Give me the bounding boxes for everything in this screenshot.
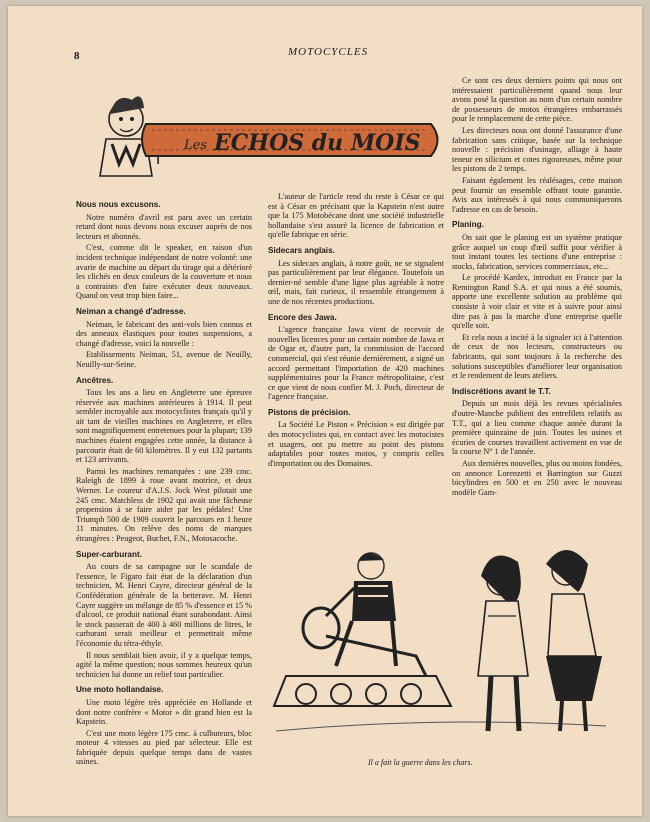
article-paragraph: Il nous semblait bien avoir, il y a quelque temps, agité la même question; nous sommes heureux qu'un technicien lui donne un relief tout particulier. (76, 650, 252, 679)
article-sidecars (268, 246, 444, 307)
article-paragraph: Et cela nous a incité à la signaler ici à l'attention de ceux de nos lecteurs, constructeurs ou fabricants, qui sont toujours à la recherche des solutions susceptibles d'améliorer leur organisation et le rendement de leurs ateliers. (452, 332, 622, 381)
page-number: 8 (74, 50, 80, 62)
article-heading: Ancêtres. (76, 375, 114, 385)
article-paragraph: Une moto légère très appréciée en Hollande et dont notre confrère « Motor » dit grand bien est la Kapstein. (76, 697, 252, 727)
article-paragraph: Depuis un mois déjà les revues spécialisées d'outre-Manche publient des entrefilets relatifs au T.T., qui a lieu comme chaque année durant la première quinzaine de juin. Toutes les usines et écuries de courses travaillent activement en vue de la course N° 1 de l'année. (452, 399, 622, 457)
banner-prefix: Les (184, 138, 207, 153)
echos-du-mois-banner (76, 84, 446, 184)
cartoon-illustration (266, 526, 618, 754)
column-3 (452, 76, 622, 499)
article-paragraph: Neiman, le fabricant des anti-vols bien connus et des anneaux élastiques pour toutes suspensions, a changé d'adresse, voici la nouvelle : (76, 319, 252, 348)
article-paragraph: On sait que le planing est un système pratique grâce auquel un coup d'œil suffit pour vérifier à tout instant toutes les sections d'une entreprise : stocks, fabrication, services commerciaux, etc... (452, 232, 622, 271)
woman-right-figure (546, 550, 602, 731)
article-ancetres (76, 376, 252, 544)
article-paragraph: Notre numéro d'avril est paru avec un certain retard dont nous devons nous excuser auprès de nos lecteurs et abonnés. (76, 212, 252, 241)
article-heading: Indiscrétions avant le T.T. (452, 386, 551, 396)
article-pistons (268, 408, 444, 469)
article-heading: Planing. (452, 220, 484, 230)
article-paragraph: Faisant également les réalésages, cette maison peut fournir un ensemble offrant toute garantie. Avis aux intéressés à qui nous communiquerons l'adresse en cas de besoin. (452, 175, 622, 214)
article-heading: Super-carburant. (76, 549, 142, 559)
banner-title: ECHOS du MOIS (214, 130, 421, 156)
article-heading: Encore des Jawa. (268, 312, 337, 322)
article-planing (452, 220, 622, 381)
article-jawa (268, 313, 444, 402)
article-paragraph: Le procédé Kardex, introduit en France par la Remington Rand S.A. et qui nous a été soumis, apporte une excellente solution au problème qui consiste à voir clair et vite et à suivre pour ainsi dire pas à pas la marche d'une entreprise quelle qu'elle soit. (452, 273, 622, 331)
article-paragraph: C'est, comme dit le speaker, en raison d'un incident technique indépendant de notre volonté: une avarie de machine au départ du tirage qui a détérioré les clichés en deux couleurs de la couverture et nous a contraints d'en faire exécuter deux nouveaux. Quand on veut trop bien faire... (76, 243, 252, 301)
article-heading: Nous nous excusons. (76, 200, 161, 209)
tank-motorcycle (274, 608, 451, 706)
article-paragraph: Tous les ans a lieu en Angleterre une épreuve réservée aux machines antérieures à 1914. Il peut sembler incroyable aux motocyclistes français qu'il y ait tant de vieilles machines en Angleterre, et elles sont magnifiquement entretenues pour la plupart; 139 machines étaient engagées cette année, la distance à parcourir était de 60 kilomètres. Il y eut 132 partants et 123 arrivants. (76, 388, 252, 465)
illustration-caption: Il a fait la guerre dans les chars. (368, 758, 473, 767)
article-paragraph: Les directeurs nous ont donné l'assurance d'une fabrication sans critique, basée sur la technique nouvelle : précision d'usinage, alliage à haute teneur en silicium et cotes rigoureuses, même pour les pistons de 2 temps. (452, 125, 622, 174)
article-heading: Neiman a changé d'adresse. (76, 306, 186, 316)
article-paragraph: L'auteur de l'article rend du reste à César ce qui est à César en précisant que la Kapstein n'est autre que la 175 Motobécane dont une société industrielle hollandaise s'est assuré la licence de fabrication et qu'elle fabrique en série. (268, 192, 444, 240)
article-paragraph: Aux dernières nouvelles, plus ou moins fondées, on annonce Lorenzetti et Barrington sur Guzzi bicylindres en 500 et en 250 avec le nouveau modèle Gam- (452, 458, 622, 497)
article-paragraph: La Société Le Piston « Précision » est dirigée par des motocyclistes qui, en contact avec les motocistes et usagers, ont pu mettre au point des pistons adaptables pour toutes motos, y compris celles d'importation ou des Domaines. (268, 420, 444, 468)
article-paragraph: L'agence française Jawa vient de recevoir de nouvelles licences pour un certain nombre de Jawa et de Ogar et, d'autre part, la commission de l'accord commercial, qui s'est réunie dernièrement, a signé un accord permettant l'importation de 420 machines supplémentaires pour la France métropolitaine, c'est ce que vient de nous confier M. J. Poch, directeur de l'agence française. (268, 325, 444, 402)
article-paragraph: Ce sont ces deux derniers points qui nous ont intéressaient particulièrement quand nous leur avons posé la question au nom d'un certain nombre de possesseurs de motos étrangères embarrassés pour le remplacement de cette pièce. (452, 76, 622, 124)
article-super-carburant (76, 550, 252, 680)
article-pistons-suite (452, 76, 622, 214)
column-1 (76, 194, 252, 769)
magazine-page (8, 6, 642, 816)
article-heading: Une moto hollandaise. (76, 685, 164, 695)
article-paragraph: Au cours de sa campagne sur le scandale de l'essence, le Figaro fait état de la déclaration d'un technicien, M. Henri Cayre, directeur général de la Confédération générale de la betterave. M. Henri Cayre suggère un mélange de 85 % d'essence et 15 % d'alcool, ce produit national étant surabondant. Ainsi le stock passerait de 400 à 460 millions de litres, le carburant serait meilleur et permettrait même l'économie du tétra-éthyle. (76, 562, 252, 648)
article-paragraph: Parmi les machines remarquées : une 239 cmc. Raleigh de 1899 à roue avant motrice, et deux Werner. Le coureur d'A.J.S. Jock West pilotait une 245 cmc. Matchless de 1902 qui avait une fâcheuse propension à se faire aider par les pédales! Une Triumph 500 de 1909 couvrit le parcours en 1 heure 11 minutes. On relève des noms de marques étrangères : Peugeot, Buchet, F.N., Motosacoche. (76, 466, 252, 543)
article-paragraph: Les sidecars anglais, à notre goût, ne se signalent pas particulièrement par leur élégance. Toutefois un dernier-né semble d'une ligne plus agréable à notre œil, mais, fait curieux, il ressemble étrangement à une de nos récentes productions. (268, 258, 444, 306)
article-neiman (76, 307, 252, 370)
article-indiscretions-tt (452, 387, 622, 498)
column-2 (268, 192, 444, 470)
woman-left-figure (478, 556, 528, 731)
article-heading: Pistons de précision. (268, 407, 351, 417)
article-moto-hollandaise (76, 685, 252, 767)
article-excuses (76, 200, 252, 301)
running-title: MOTOCYCLES (288, 46, 369, 58)
article-paragraph: Etablissements Neiman, 51, avenue de Neuilly, Neuilly-sur-Seine. (76, 350, 252, 369)
article-heading: Sidecars anglais. (268, 245, 335, 255)
article-kapstein-suite (268, 192, 444, 240)
article-paragraph: C'est une moto légère 175 cmc. à culbuteurs, bloc moteur 4 vitesses au pied par sélecteur. Elle est fabriquée depuis quelque temps dans de vastes usines. (76, 728, 252, 767)
